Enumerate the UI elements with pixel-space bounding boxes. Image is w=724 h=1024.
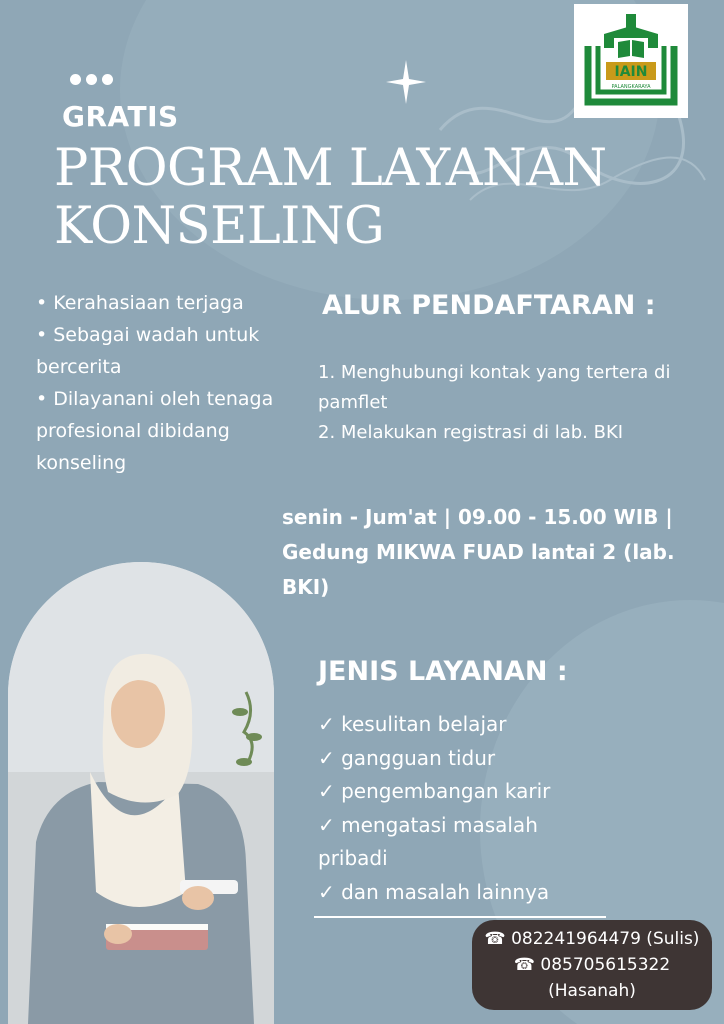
counselor-photo: [8, 562, 274, 1024]
free-label: GRATIS: [62, 100, 179, 133]
contact-phone-1[interactable]: ☎ 082241964479 (Sulis): [484, 929, 700, 949]
title-line-1: PROGRAM LAYANAN: [54, 139, 607, 198]
dots-icon: [70, 70, 118, 89]
service-item: ✓ mengatasi masalah pribadi: [318, 812, 538, 870]
service-item: ✓ pengembangan karir: [318, 779, 551, 803]
institution-logo: [574, 4, 688, 118]
logo-text: IAIN: [614, 64, 648, 80]
benefit-item: • Kerahasiaan terjaga: [36, 292, 244, 314]
service-item: ✓ kesulitan belajar: [318, 712, 507, 736]
divider: [314, 916, 606, 918]
logo-subtext: PALANGKARAYA: [611, 84, 651, 90]
contact-phone-2[interactable]: ☎ 085705615322: [513, 955, 671, 975]
services-list: [318, 708, 598, 909]
page-title: [54, 140, 607, 256]
service-item: ✓ gangguan tidur: [318, 745, 496, 770]
schedule-text: senin - Jum'at | 09.00 - 15.00 WIB | Gedung MIKWA FUAD lantai 2 (lab. BKI): [282, 505, 675, 599]
services-heading: JENIS LAYANAN :: [318, 656, 568, 687]
contact-phone-2-name: (Hasanah): [548, 981, 636, 1001]
logo-emblem: [574, 4, 688, 118]
woman-reading-illustration: [8, 562, 274, 1024]
benefit-item: • Dilayanani oleh tenaga profesional dibidang konseling: [36, 388, 274, 474]
registration-step: 1. Menghubungi kontak yang tertera di pamflet: [318, 362, 671, 413]
title-line-2: KONSELING: [54, 197, 385, 256]
registration-heading: ALUR PENDAFTARAN :: [322, 290, 656, 321]
contact-box: [472, 920, 712, 1010]
service-item: ✓ dan masalah lainnya: [318, 879, 550, 904]
registration-step: 2. Melakukan registrasi di lab. BKI: [318, 422, 624, 443]
benefit-item: • Sebagai wadah untuk bercerita: [36, 324, 260, 378]
registration-steps: [318, 358, 708, 448]
benefits-list: [36, 287, 316, 479]
sparkle-icon: [386, 60, 426, 104]
